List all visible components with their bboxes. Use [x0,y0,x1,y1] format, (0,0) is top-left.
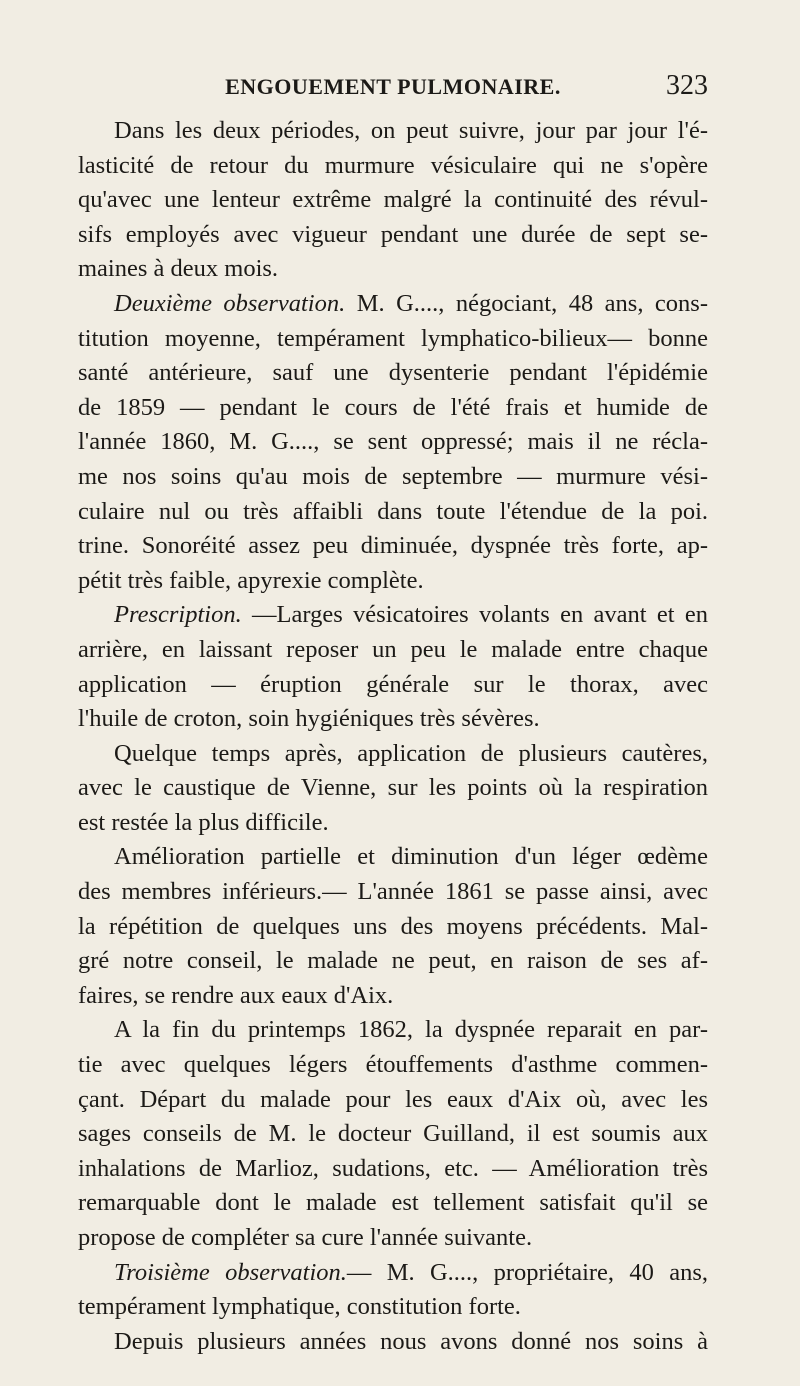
text-span: des membres inférieurs.— L'année 1861 se passe ainsi, avec [78,878,708,906]
page-header [78,70,708,114]
text-line [78,287,708,322]
text-line [78,1290,708,1325]
text-span: sages conseils de M. le docteur Guilland, il est soumis aux [78,1120,708,1148]
text-span: Dans les deux périodes, on peut suivre, jour par jour l'é- [114,117,708,144]
text-span: de 1859 — pendant le cours de l'été frais et humide de [78,393,708,421]
text-span: Quelque temps après, application de plusieurs cautères, [114,739,708,767]
text-line [78,529,708,564]
text-line [78,149,708,184]
text-span: — M. G...., propriétaire, 40 ans, [346,1258,709,1286]
text-span: qu'avec une lenteur extrême malgré la continuité des révul- [78,186,708,214]
text-span: arrière, en laissant reposer un peu le malade entre chaque [78,635,708,663]
text-span: faires, se rendre aux eaux d'Aix. [78,981,394,1009]
text-line [78,771,708,806]
observation-heading: Deuxième observation. [114,289,346,317]
text-line [78,183,708,218]
text-line [78,425,708,460]
text-span: pétit très faible, apyrexie complète. [78,566,424,594]
text-line [78,322,708,357]
text-line [78,1325,708,1360]
text-line [78,702,708,737]
text-line [78,356,708,391]
text-line [78,391,708,426]
running-title: ENGOUEMENT PULMONAIRE. [225,74,561,99]
text-span: l'année 1860, M. G...., se sent oppressé; mais il ne récla- [78,428,708,456]
text-span: me nos soins qu'au mois de septembre — murmure vési- [78,462,708,490]
text-span: M. G...., négociant, 48 ans, cons- [345,289,708,317]
text-line [78,1221,708,1256]
text-line [78,910,708,945]
text-span: avec le caustique de Vienne, sur les points où la respiration [78,774,708,802]
text-span: maines à deux mois. [78,255,279,283]
text-line [78,979,708,1014]
text-span: remarquable dont le malade est tellement satisfait qu'il se [78,1189,708,1217]
text-line [78,806,708,841]
text-line [78,564,708,599]
text-line [78,1152,708,1187]
text-span: titution moyenne, tempérament lymphatico-bilieux— bonne [78,324,708,352]
text-line [78,114,708,149]
text-span: gré notre conseil, le malade ne peut, en raison de ses af- [78,947,708,975]
text-line [78,252,708,287]
text-span: çant. Départ du malade pour les eaux d'Aix où, avec les [78,1085,708,1113]
text-span: tempérament lymphatique, constitution forte. [78,1293,521,1321]
text-span: sifs employés avec vigueur pendant une durée de sept se- [78,220,708,248]
text-line [78,460,708,495]
text-line [78,1048,708,1083]
text-line [78,840,708,875]
text-line [78,737,708,772]
text-span: inhalations de Marlioz, sudations, etc. — Amélioration très [78,1154,708,1182]
text-span: Depuis plusieurs années nous avons donné nos soins à [114,1327,708,1355]
text-line [78,1083,708,1118]
observation-heading: Troisième observation. [114,1258,347,1286]
text-span: Amélioration partielle et diminution d'un léger œdème [114,843,708,871]
text-span: est restée la plus difficile. [78,808,329,836]
observation-heading: Prescription. [114,601,242,629]
text-span: propose de compléter sa cure l'année suivante. [78,1224,533,1251]
text-line [78,1186,708,1221]
text-span: lasticité de retour du murmure vésiculaire qui ne s'opère [78,151,708,179]
text-line [78,1013,708,1048]
text-line [78,1117,708,1152]
text-line [78,944,708,979]
text-line [78,1256,708,1291]
body-text [78,114,708,1359]
text-line [78,495,708,530]
text-line [78,598,708,633]
text-span: santé antérieure, sauf une dysenterie pendant l'épidémie [78,359,708,387]
text-line [78,875,708,910]
text-line [78,633,708,668]
page-number: 323 [666,70,708,101]
text-span: la répétition de quelques uns des moyens précédents. Mal- [78,912,708,940]
text-span: tie avec quelques légers étouffements d'asthme commen- [78,1051,708,1079]
text-line [78,218,708,253]
text-span: —Larges vésicatoires volants en avant et en [241,601,708,629]
text-line [78,668,708,703]
text-span: trine. Sonoréité assez peu diminuée, dyspnée très forte, ap- [78,532,708,560]
text-span: application — éruption générale sur le thorax, avec [78,670,708,698]
text-span: l'huile de croton, soin hygiéniques très sévères. [78,705,540,733]
text-span: culaire nul ou très affaibli dans toute l'étendue de la poi. [78,497,708,525]
text-span: A la fin du printemps 1862, la dyspnée reparait en par- [114,1016,708,1044]
